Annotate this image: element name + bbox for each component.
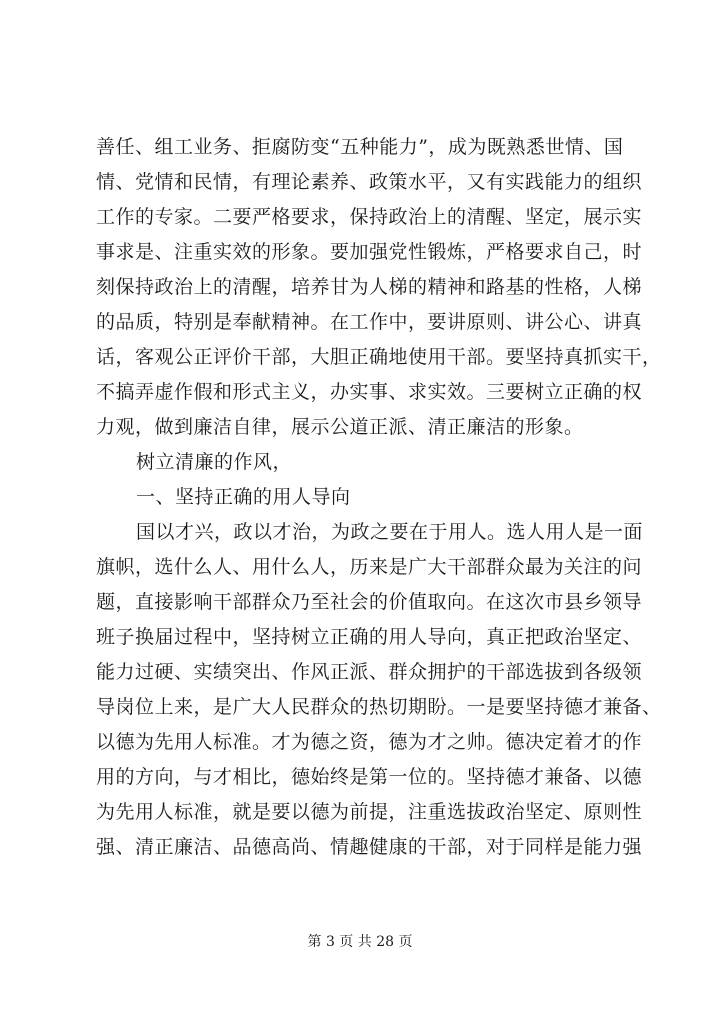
text-line: 话，客观公正评价干部，大胆正确地使用干部。要坚持真抓实干， bbox=[96, 346, 662, 368]
section-heading: 一、坚持正确的用人导向 bbox=[136, 486, 351, 508]
text-line: 用的方向，与才相比，德始终是第一位的。坚持德才兼备、以德 bbox=[96, 766, 643, 788]
text-line: 强、清正廉洁、品德高尚、情趣健康的干部，对于同样是能力强 bbox=[96, 836, 643, 858]
text-line: 力观，做到廉洁自律，展示公道正派、清正廉洁的形象。 bbox=[96, 416, 584, 438]
body-text bbox=[96, 130, 662, 865]
text-line: 国以才兴，政以才治，为政之要在于用人。选人用人是一面 bbox=[136, 521, 644, 543]
text-line: 导岗位上来，是广大人民群众的热切期盼。一是要坚持德才兼备、 bbox=[96, 696, 662, 718]
text-line: 题，直接影响干部群众乃至社会的价值取向。在这次市县乡领导 bbox=[96, 591, 643, 613]
text-line: 旗帜，选什么人、用什么人，历来是广大干部群众最为关注的问 bbox=[96, 556, 643, 578]
text-line: 不搞弄虚作假和形式主义，办实事、求实效。三要树立正确的权 bbox=[96, 381, 643, 403]
text-line: 能力过硬、实绩突出、作风正派、群众拥护的干部选拔到各级领 bbox=[96, 661, 643, 683]
text-line: 为先用人标准，就是要以德为前提，注重选拔政治坚定、原则性 bbox=[96, 801, 643, 823]
text-line: 善任、组工业务、拒腐防变“五种能力”，成为既熟悉世情、国 bbox=[96, 136, 624, 158]
page-number-footer: 第 3 页 共 28 页 bbox=[307, 934, 413, 950]
text-line: 情、党情和民情，有理论素养、政策水平，又有实践能力的组织 bbox=[96, 171, 643, 193]
text-line: 的品质，特别是奉献精神。在工作中，要讲原则、讲公心、讲真 bbox=[96, 311, 643, 333]
text-line: 刻保持政治上的清醒，培养甘为人梯的精神和路基的性格，人梯 bbox=[96, 276, 643, 298]
paragraph-heading: 树立清廉的作风， bbox=[136, 451, 293, 473]
text-line: 以德为先用人标准。才为德之资，德为才之帅。德决定着才的作 bbox=[96, 731, 643, 753]
text-line: 事求是、注重实效的形象。要加强党性锻炼，严格要求自己，时 bbox=[96, 241, 643, 263]
text-line: 班子换届过程中，坚持树立正确的用人导向，真正把政治坚定、 bbox=[96, 626, 643, 648]
text-line: 工作的专家。二要严格要求，保持政治上的清醒、坚定，展示实 bbox=[96, 206, 643, 228]
